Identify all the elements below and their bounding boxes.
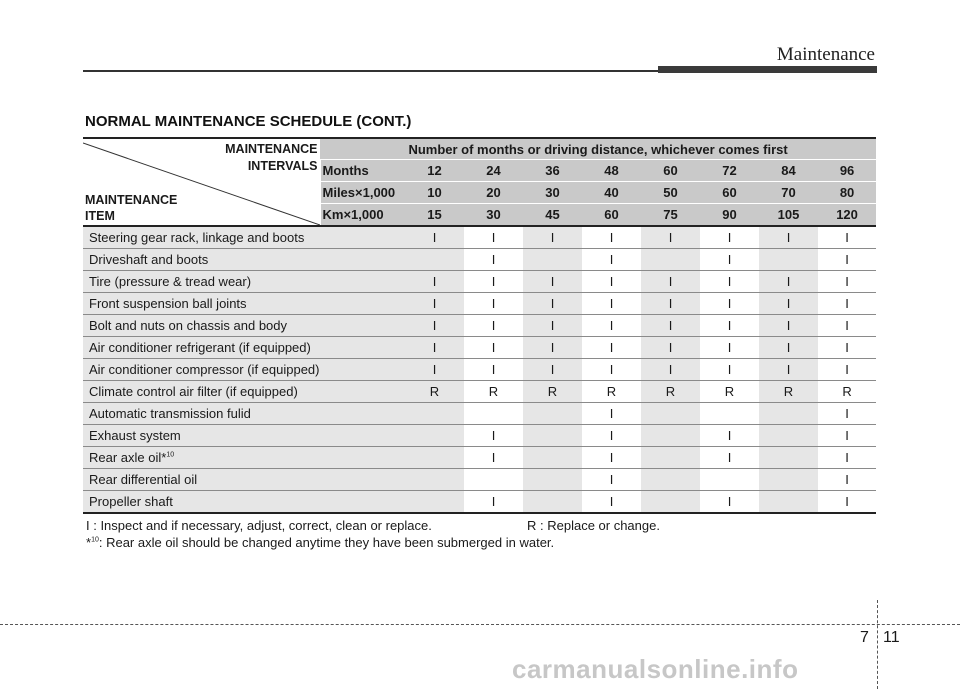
schedule-cell [759, 447, 818, 469]
interval-value: 60 [582, 204, 641, 227]
schedule-cell [759, 425, 818, 447]
maintenance-item [83, 447, 405, 469]
schedule-cell [700, 403, 759, 425]
schedule-cell [641, 425, 700, 447]
schedule-cell: I [759, 315, 818, 337]
interval-value: 80 [818, 182, 876, 204]
interval-value: 10 [405, 182, 464, 204]
schedule-cell: I [523, 226, 582, 249]
schedule-cell: I [641, 359, 700, 381]
table-row [83, 337, 876, 359]
table-row [83, 447, 876, 469]
interval-value: 72 [700, 160, 759, 182]
schedule-cell: I [818, 226, 876, 249]
maintenance-item [83, 249, 405, 271]
schedule-cell: I [759, 337, 818, 359]
schedule-cell: I [405, 271, 464, 293]
schedule-cell: I [759, 226, 818, 249]
page-number: 11 [883, 629, 900, 646]
intervals-label-2: INTERVALS [247, 159, 318, 173]
interval-banner: Number of months or driving distance, whichever comes first [320, 138, 876, 160]
schedule-cell: I [523, 315, 582, 337]
schedule-cell: I [464, 293, 523, 315]
schedule-cell [641, 249, 700, 271]
interval-value: 96 [818, 160, 876, 182]
schedule-cell: I [818, 447, 876, 469]
schedule-cell: R [523, 381, 582, 403]
schedule-cell: R [582, 381, 641, 403]
schedule-cell [641, 469, 700, 491]
schedule-cell [405, 469, 464, 491]
schedule-cell: I [818, 403, 876, 425]
schedule-cell: I [523, 337, 582, 359]
schedule-cell: I [582, 359, 641, 381]
schedule-cell [523, 491, 582, 514]
schedule-cell: I [700, 337, 759, 359]
maintenance-item-label: Propeller shaft [89, 494, 173, 509]
schedule-cell: I [818, 315, 876, 337]
interval-value: 120 [818, 204, 876, 227]
maintenance-item [83, 469, 405, 491]
schedule-cell: I [582, 425, 641, 447]
table-row [83, 425, 876, 447]
interval-value: 60 [641, 160, 700, 182]
table-row [83, 381, 876, 403]
schedule-cell: I [759, 271, 818, 293]
interval-value: 30 [523, 182, 582, 204]
table-row [83, 293, 876, 315]
schedule-cell: I [464, 337, 523, 359]
maintenance-item-label: Air conditioner refrigerant (if equipped) [89, 340, 311, 355]
schedule-cell [523, 249, 582, 271]
interval-value: 24 [464, 160, 523, 182]
maintenance-item-label: Rear axle oil* [89, 450, 167, 465]
maintenance-item [83, 381, 405, 403]
interval-value: 105 [759, 204, 818, 227]
maintenance-schedule-table [83, 137, 876, 514]
schedule-cell: I [582, 491, 641, 514]
interval-value: 90 [700, 204, 759, 227]
schedule-cell: I [818, 359, 876, 381]
schedule-cell [464, 403, 523, 425]
maintenance-item-label: Exhaust system [89, 428, 181, 443]
schedule-cell [523, 403, 582, 425]
section-title: NORMAL MAINTENANCE SCHEDULE (CONT.) [85, 113, 412, 130]
interval-value: 20 [464, 182, 523, 204]
schedule-cell [405, 447, 464, 469]
schedule-cell: R [641, 381, 700, 403]
schedule-cell [405, 403, 464, 425]
schedule-cell: I [700, 315, 759, 337]
interval-value: 30 [464, 204, 523, 227]
schedule-cell: I [582, 226, 641, 249]
schedule-cell: I [818, 425, 876, 447]
maintenance-item-label: Automatic transmission fulid [89, 406, 251, 421]
schedule-cell: I [700, 226, 759, 249]
table-row [83, 249, 876, 271]
interval-value: 15 [405, 204, 464, 227]
schedule-cell: I [818, 469, 876, 491]
interval-value: 48 [582, 160, 641, 182]
interval-value: 75 [641, 204, 700, 227]
interval-value: 50 [641, 182, 700, 204]
footnote-ref: 10 [166, 451, 175, 459]
watermark-text: carmanualsonline.info [512, 654, 799, 684]
footnote-number: 10 [91, 536, 99, 544]
schedule-cell: I [405, 293, 464, 315]
interval-value: 84 [759, 160, 818, 182]
interval-unit-label: Miles×1,000 [320, 182, 405, 204]
maintenance-item [83, 315, 405, 337]
schedule-cell: I [523, 293, 582, 315]
schedule-cell: I [464, 249, 523, 271]
schedule-cell: R [700, 381, 759, 403]
schedule-cell: I [582, 315, 641, 337]
maintenance-item-label: Driveshaft and boots [89, 252, 209, 267]
schedule-cell [759, 469, 818, 491]
schedule-cell: I [582, 293, 641, 315]
schedule-cell [641, 491, 700, 514]
legend-inspect: I : Inspect and if necessary, adjust, correct, clean or replace. [86, 518, 432, 533]
table-row [83, 226, 876, 249]
table-row [83, 491, 876, 514]
schedule-cell: I [818, 249, 876, 271]
schedule-cell [641, 403, 700, 425]
maintenance-item [83, 271, 405, 293]
crop-mark-horizontal [0, 624, 960, 625]
item-label: MAINTENANCE [85, 193, 178, 207]
table-row [83, 315, 876, 337]
maintenance-item [83, 293, 405, 315]
page-header-title: Maintenance [776, 44, 875, 65]
maintenance-item-label: Steering gear rack, linkage and boots [89, 230, 305, 245]
intervals-label: MAINTENANCE [225, 142, 318, 156]
schedule-cell: I [464, 271, 523, 293]
interval-value: 36 [523, 160, 582, 182]
footnote-text: : Rear axle oil should be changed anytime they have been submerged in water. [98, 535, 555, 550]
schedule-cell: I [464, 447, 523, 469]
crop-mark-vertical [877, 600, 878, 689]
schedule-cell: I [582, 447, 641, 469]
schedule-cell: I [641, 293, 700, 315]
table-corner-header [83, 138, 320, 226]
maintenance-item [83, 359, 405, 381]
interval-value: 45 [523, 204, 582, 227]
schedule-cell [700, 469, 759, 491]
schedule-cell: I [700, 293, 759, 315]
schedule-cell [759, 491, 818, 514]
schedule-cell: I [700, 425, 759, 447]
schedule-cell: I [405, 359, 464, 381]
schedule-cell: R [818, 381, 876, 403]
footnote-mark: * [86, 535, 92, 550]
schedule-cell [523, 425, 582, 447]
schedule-cell: I [641, 337, 700, 359]
schedule-cell: I [759, 293, 818, 315]
schedule-cell [523, 447, 582, 469]
schedule-cell: R [759, 381, 818, 403]
maintenance-item [83, 226, 405, 249]
schedule-cell: I [464, 491, 523, 514]
schedule-cell: I [523, 359, 582, 381]
maintenance-item [83, 337, 405, 359]
schedule-cell: I [818, 293, 876, 315]
schedule-cell: I [405, 337, 464, 359]
schedule-cell: R [405, 381, 464, 403]
chapter-number: 7 [860, 629, 869, 646]
schedule-cell: I [464, 425, 523, 447]
header-rule-thick [658, 66, 877, 73]
schedule-cell [464, 469, 523, 491]
table-row [83, 403, 876, 425]
interval-value: 70 [759, 182, 818, 204]
schedule-cell: I [641, 315, 700, 337]
maintenance-item-label: Rear differential oil [89, 472, 198, 487]
schedule-cell: I [818, 271, 876, 293]
maintenance-item-label: Front suspension ball joints [89, 296, 247, 311]
maintenance-item-label: Bolt and nuts on chassis and body [89, 318, 288, 333]
schedule-cell: I [700, 491, 759, 514]
footnote [86, 535, 554, 550]
schedule-cell: I [523, 271, 582, 293]
legend-line [86, 518, 660, 533]
schedule-cell: I [582, 337, 641, 359]
interval-unit-label: Months [320, 160, 405, 182]
schedule-cell: I [641, 226, 700, 249]
table-row [83, 359, 876, 381]
schedule-cell [759, 249, 818, 271]
schedule-cell [405, 491, 464, 514]
schedule-cell: I [700, 359, 759, 381]
table-row [83, 271, 876, 293]
schedule-cell: I [818, 337, 876, 359]
schedule-cell: I [582, 403, 641, 425]
schedule-cell [405, 249, 464, 271]
schedule-cell: I [582, 469, 641, 491]
interval-value: 12 [405, 160, 464, 182]
schedule-cell [523, 469, 582, 491]
schedule-cell: I [582, 271, 641, 293]
schedule-cell [405, 425, 464, 447]
schedule-cell [641, 447, 700, 469]
maintenance-item-label: Climate control air filter (if equipped) [89, 384, 298, 399]
interval-unit-label: Km×1,000 [320, 204, 405, 227]
maintenance-item [83, 403, 405, 425]
schedule-cell: I [700, 271, 759, 293]
maintenance-item-label: Tire (pressure & tread wear) [89, 274, 252, 289]
schedule-cell: I [405, 226, 464, 249]
schedule-cell [759, 403, 818, 425]
interval-value: 60 [700, 182, 759, 204]
schedule-cell: I [464, 226, 523, 249]
interval-value: 40 [582, 182, 641, 204]
schedule-cell: I [464, 315, 523, 337]
table-row [83, 469, 876, 491]
schedule-cell: I [405, 315, 464, 337]
schedule-cell: I [700, 249, 759, 271]
maintenance-item [83, 491, 405, 514]
header-rule [83, 70, 658, 72]
schedule-cell: R [464, 381, 523, 403]
schedule-cell: I [464, 359, 523, 381]
schedule-cell: I [641, 271, 700, 293]
maintenance-item [83, 425, 405, 447]
legend-replace: R : Replace or change. [527, 518, 660, 533]
schedule-cell: I [759, 359, 818, 381]
schedule-cell: I [700, 447, 759, 469]
item-label-2: ITEM [85, 209, 115, 223]
schedule-cell: I [818, 491, 876, 514]
maintenance-item-label: Air conditioner compressor (if equipped) [89, 362, 320, 377]
schedule-cell: I [582, 249, 641, 271]
